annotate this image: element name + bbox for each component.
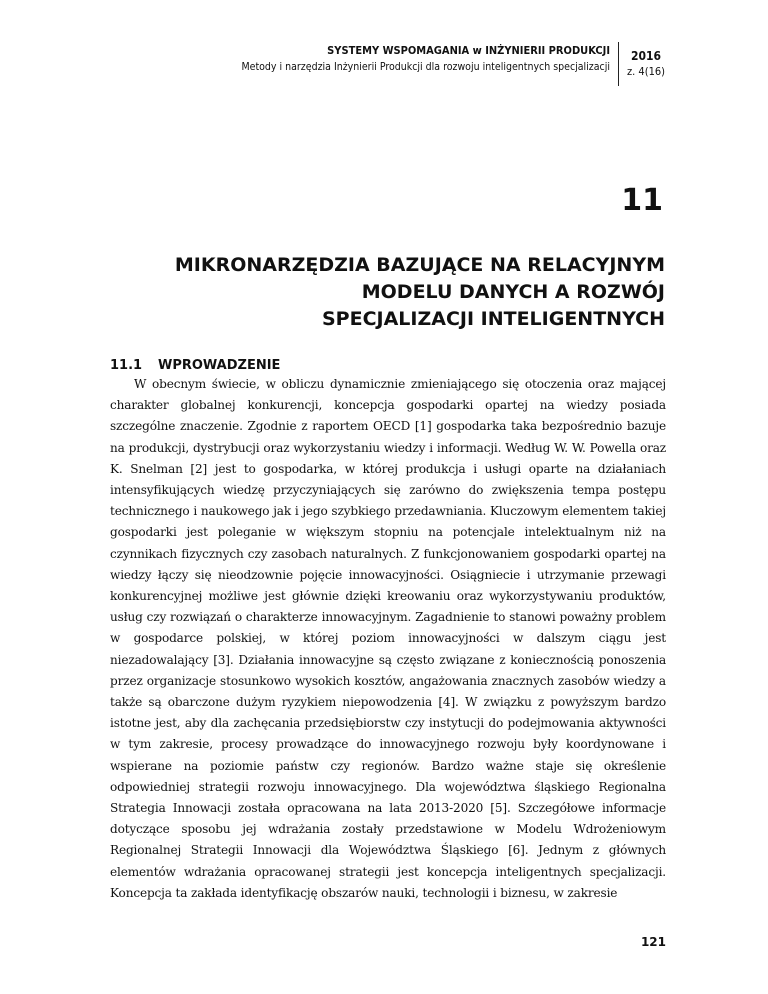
body-paragraph: W obecnym świecie, w obliczu dynamicznie zmieniającego się otoczenia oraz mającej charakter globalnej konkurencji, koncepcja gospodarki opartej na wiedzy posiada szczególne znaczenie. Zgodnie z raportem OECD [1] gospodarka taka bezpośrednio bazuje na produkcji, dystrybucji oraz wykorzystaniu wiedzy i informacji. Według W. W. Powella oraz K. Snelman [2] jest to gospodarka, w której produkcja i usługi oparte na działaniach intensyfikujących wiedzę przyczyniających się zarówno do zwiększenia tempa postępu technicznego i naukowego jak i jego szybkiego przedawniania. Kluczowym elementem takiej gospodarki jest poleganie w większym stopniu na potencjale intelektualnym niż na czynnikach fizycznych czy zasobach naturalnych. Z funkcjonowaniem gospodarki opartej na wiedzy łączy się nieodzownie pojęcie innowacyjności. Osiągniecie i utrzymanie przewagi konkurencyjnej możliwe jest głównie dzięki kreowaniu oraz wykorzystywaniu produktów, usług czy rozwiązań o charakterze innowacyjnym. Zagadnienie to stanowi poważny problem w gospodarce polskiej, w której poziom innowacyjności w dalszym ciągu jest niezadowalający [3]. Działania innowacyjne są często związane z koniecznością ponoszenia przez organizacje stosunkowo wysokich kosztów, angażowania znacznych zasobów wiedzy a także są obarczone dużym ryzykiem niepowodzenia [4]. W związku z powyższym bardzo istotne jest, aby dla zachęcania przedsiębiorstw czy instytucji do podejmowania aktywności w tym zakresie, procesy prowadzące do innowacyjnego rozwoju były koordynowane i wspierane na poziomie państw czy regionów. Bardzo ważne staje się określenie odpowiedniej strategii rozwoju innowacyjnego. Dla województwa śląskiego Regionalna Strategia Innowacji została opracowana na lata 2013-2020 [5]. Szczegółowe informacje dotyczące sposobu jej wdrażania zostały przedstawione w Modelu Wdrożeniowym Regionalnej Strategii Innowacji dla Województwa Śląskiego [6]. Jednym z głównych elementów wdrażania opracowanej strategii jest koncepcja inteligentnych specjalizacji. Koncepcja ta zakłada identyfikację obszarów nauki, technologii i biznesu, w zakresie [110,377,666,900]
page-number: 121 [640,935,666,949]
chapter-title-line: MODELU DANYCH A ROZWÓJ [361,281,665,303]
section-heading [110,358,280,373]
section-title: WPROWADZENIE [158,358,281,373]
chapter-title-line: SPECJALIZACJI INTELIGENTNYCH [321,308,665,330]
issue-year: 2016 [630,49,662,63]
journal-title: SYSTEMY WSPOMAGANIA w INŻYNIERII PRODUKCJI [327,44,610,57]
chapter-title [105,252,665,333]
section-number: 11.1 [110,358,143,373]
header-titles [110,42,610,76]
running-header [110,42,666,92]
header-divider [618,42,619,86]
chapter-number: 11 [621,183,663,218]
chapter-title-line: MIKRONARZĘDZIA BAZUJĄCE NA RELACYJNYM [174,254,665,276]
issue-theme: Metody i narzędzia Inżynierii Produkcji dla rozwoju inteligentnych specjalizacji [241,61,610,73]
issue-info [622,48,670,79]
issue-number: z. 4(16) [626,65,666,78]
